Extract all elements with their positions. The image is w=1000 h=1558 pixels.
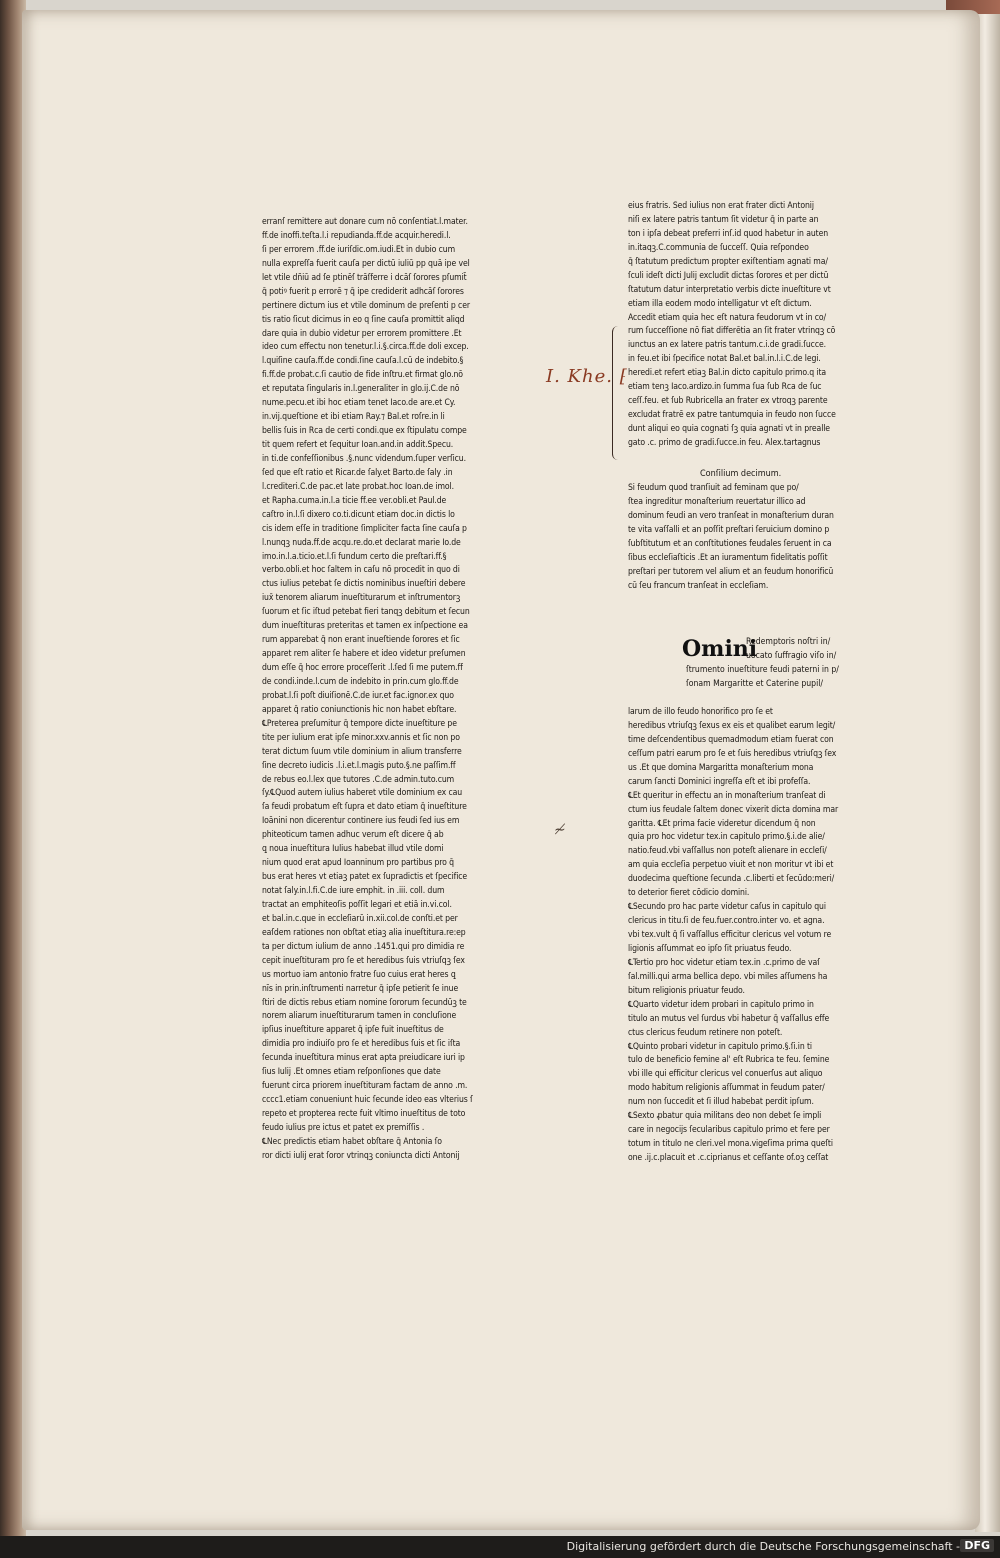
handwritten-annotation: I. Khe. ⁅ <box>546 366 628 387</box>
text-line: ſtea ingreditur monaſterium reuertatur illico ad <box>628 496 806 507</box>
text-line: us .Et que domina Margaritta monaſterium mona <box>628 762 814 773</box>
text-line: q̄ potiꝰ fuerit p errorē ⁊ q̄ ipe crediderit adhcāſ ſorores <box>262 286 464 297</box>
text-line: ꝗ noua inueſtitura Iulius habebat illud vtile domi <box>262 844 444 855</box>
text-line: rum apparebat q̄ non erant inueſtiende ſorores et ſic <box>262 635 460 646</box>
text-line: in ti.de confeſſionibus .§.nunc videndum.ſuper verſicu. <box>262 453 466 464</box>
text-line: pertinere dictum ius et vtile dominum de preſenti p cer <box>262 300 470 311</box>
margin-mark: ≁ <box>554 822 566 838</box>
text-line: in.itaqꝫ.C.communia de ſucceſſ. Quia reſpondeo <box>628 242 809 253</box>
text-line: ideo cum effectu non tenetur.l.i.§.circa.ff.de doli excep. <box>262 342 469 353</box>
text-line: nīs in prin.inſtrumenti narretur q̄ ipſe petierit ſe inue <box>262 983 459 994</box>
text-line: ſubſtitutum et an conſtitutiones feudales ſeruent in ca <box>628 538 832 549</box>
text-line: tulo de beneficio femine al' eſt Rubrica te feu. ſemine <box>628 1055 830 1066</box>
text-line: tractat an emphiteoſis poſſit legari et etiā in.vi.col. <box>262 899 452 910</box>
text-line: num non ſuccedit et ſi illud habebat perdit ipſum. <box>628 1097 814 1108</box>
right-text-column-bottom <box>628 706 890 1166</box>
text-line: ror dicti iulij erat ſoror vtrinqꝫ coniuncta dicti Antonij <box>262 1150 460 1161</box>
text-line: ℄Et queritur in effectu an in monaſterium tranſeat di <box>628 790 826 801</box>
indented-lines <box>686 664 839 692</box>
text-line: eaſdem rationes non obſtat etiaꝫ alia inueſtitura.re:ep <box>262 927 466 938</box>
text-line: ceſſum patri earum pro ſe et ſuis heredibus vtriuſqꝫ ſex <box>628 748 837 759</box>
text-line: bus erat heres vt etiaꝫ patet ex ſupradictis et ſpecifice <box>262 872 468 883</box>
text-line: terat dictum ſuum vtile dominium in alium transferre <box>262 746 462 757</box>
text-line: fuerunt circa priorem inueſtituram factam de anno .m. <box>262 1081 468 1092</box>
text-line: notat ſaly.in.l.fi.C.de iure emphit. in .iii. coll. dum <box>262 886 445 896</box>
text-line: excludat fratrē ex patre tantumquia in feudo non ſucce <box>628 410 836 421</box>
text-line: iunctus an ex latere patris tantum.c.i.de gradi.ſucce. <box>628 340 826 351</box>
text-line: ceſſ.feu. et ſub Rubricella an frater ex vtroqꝫ parente <box>628 396 828 407</box>
initial-word: Omini <box>682 636 758 662</box>
text-line: dimidia pro indiuiſo pro ſe et heredibus ſuis et ſic iſta <box>262 1039 461 1050</box>
text-line: Accedit etiam quia hec eſt natura feudorum vt in co/ <box>628 312 827 323</box>
margin-bracket <box>612 326 623 460</box>
text-line: titulo an mutus vel ſurdus vbi habetur q̄ vaſſallus effe <box>628 1013 830 1024</box>
text-line: duodecima queſtione ſecunda .c.liberti et ſecūdo:meri/ <box>628 874 835 885</box>
text-line: ſa feudi probatum eſt ſupra et dato etiam q̄ inueſtiture <box>262 802 467 813</box>
text-line: ctum ius feudale ſaltem donec vixerit dicta domina mar <box>628 804 839 815</box>
text-line: tite per iulium erat ipſe minor.xxv.annis et ſic non po <box>262 732 460 743</box>
text-line: repeto et propterea recte fuit vltimo inueſtitus de toto <box>262 1109 466 1119</box>
right-text-column-top <box>628 200 888 451</box>
text-line: ſculi ideſt dicti Julij excludit dictas ſorores et per dictū <box>628 270 829 281</box>
text-line: ſtatutum datur interpretatio verbis dicte inueſtiture vt <box>628 284 831 295</box>
text-line: ℄Secundo pro hac parte videtur caſus in capitulo qui <box>628 902 826 913</box>
text-line: gato .c. primo de gradi.ſucce.in feu. Alex.tartagnus <box>628 437 821 448</box>
text-line: l.crediteri.C.de pac.et late probat.hoc Ioan.de imol. <box>262 481 454 492</box>
text-line: care in negocijs ſecularibus capitulo primo et fere per <box>628 1125 830 1136</box>
text-line: cū ſeu francum tranſeat in eccleſiam. <box>628 580 769 591</box>
text-line: imo.in.l.a.ticio.et.l.ſi fundum certo die preſtari.ff.§ <box>262 551 447 562</box>
text-line: ctus clericus feudum retinere non poteſt. <box>628 1027 783 1038</box>
text-line: vbi ille qui efficitur clericus vel conuerſus aut aliquo <box>628 1069 823 1080</box>
text-line: ℄Quarto videtur idem probari in capitulo primo in <box>628 999 814 1010</box>
text-line: ſibus eccleſiaſticis .Et an iuramentum fidelitatis poſſit <box>628 552 828 563</box>
text-line: ℄Quinto probari videtur in capitulo primo.§.ſi.in ti <box>628 1041 812 1052</box>
left-text-column <box>262 216 548 1164</box>
text-line: apparet q̄ ratio coniunctionis hic non habet ebſtare. <box>262 704 457 715</box>
text-line: nulla expreſſa fuerit cauſa per dictū iuliū pp quā ipe vel <box>262 258 470 269</box>
text-line: probat.l.ſi poſt diuiſionē.C.de iur.et fac.ignor.ex quo <box>262 690 454 701</box>
text-line: in feu.et ibi ſpecifice notat Bal.et bal.in.l.i.C.de legi. <box>628 354 821 365</box>
text-line: to deterior fieret cōdicio domini. <box>628 888 750 899</box>
text-line: time deſcendentibus quemadmodum etiam fuerat con <box>628 734 834 745</box>
text-line: tit quem refert et ſequitur Ioan.and.in addit.Specu. <box>262 440 454 450</box>
text-line: iux̄ tenorem aliarum inueſtiturarum et inſtrumentorꝫ <box>262 593 461 604</box>
text-line: ſal.milli.qui arma bellica depo. vbi miles aſſumens ha <box>628 971 828 982</box>
text-line: am quia eccleſia perpetuo viuit et non moritur vt ibi et <box>628 860 834 871</box>
text-line: vbi tex.vult q̄ ſi vaſſallus efficitur clericus vel votum re <box>628 930 832 940</box>
text-line: ipſius inueſtiture apparet q̄ ipſe fuit inueſtitus de <box>262 1025 444 1036</box>
text-line: totum in titulo ne cleri.vel mona.vigeſima prima queſti <box>628 1139 833 1150</box>
text-line: Si feudum quod tranſiuit ad feminam que po/ <box>628 483 799 493</box>
initial-word-continuation <box>746 636 896 664</box>
text-line: dum eſſe q̄ hoc errore proceſſerit .l.ſed ſi me putem.ff <box>262 663 463 673</box>
text-line: ſecunda inueſtitura minus erat apta preiudicare iuri ip <box>262 1053 465 1064</box>
text-line: Redemptoris noſtri in/ <box>746 637 831 647</box>
text-line: ſine decreto iudicis .l.i.et.l.magis puto.§.ne paſſim.ff <box>262 760 456 771</box>
footer-credit: Digitalisierung gefördert durch die Deutsche Forschungsgemeinschaft - <box>566 1540 960 1553</box>
text-line: cepit inueſtituram pro ſe et heredibus ſuis vtriuſqꝫ ſex <box>262 955 465 966</box>
text-line: ſtrumento inueſtiture feudi paterni in p/ <box>686 665 839 675</box>
text-line: dunt aliqui eo quia cognati ſꝫ quia agnati vt in prealle <box>628 424 830 434</box>
text-line: natio.feud.vbi vaſſallus non poteſt alienare in eccleſi/ <box>628 846 827 857</box>
dfg-logo: DFG <box>960 1539 994 1552</box>
text-line: let vtile dñiū ad ſe ptinēſ trāſferre i dcāſ ſorores pſumit̄ <box>262 272 467 283</box>
text-line: dum inueſtituras preteritas et tamen ex inſpectione ea <box>262 621 468 632</box>
text-line: et Rapha.cuma.in.l.a ticie ff.ee ver.obli.et Paul.de <box>262 495 447 506</box>
text-line: et bal.in.c.que in eccleſiarū in.xii.col.de conſti.et per <box>262 913 458 924</box>
text-line: bitum religionis priuatur feudo. <box>628 985 745 996</box>
text-line: bellis ſuis in Rca de certi condi.que ex ſtipulatu compe <box>262 426 467 437</box>
text-line: ligionis aſſummat eo ipſo ſit priuatus feudo. <box>628 943 792 954</box>
text-line: de condi.inde.l.cum de indebito in prin.cum glo.ff.de <box>262 676 459 687</box>
text-line: norem aliarum inueſtiturarum tamen in concluſione <box>262 1011 457 1022</box>
text-line: ſtiri de dictis rebus etiam nomine ſororum ſecundūꝫ te <box>262 997 467 1008</box>
text-line: ton i ipſa debeat preferri inſ.id quod habetur in auten <box>628 228 829 239</box>
text-line: clericus in titu.ſi de feu.fuer.contro.inter vo. et agna. <box>628 916 825 927</box>
text-line: in.vij.queſtione et ibi etiam Ray.⁊ Bal.et roſre.in li <box>262 412 445 423</box>
text-line: te vita vaſſalli et an poſſit preſtari ſeruicium domino p <box>628 524 830 535</box>
text-line: de rebus eo.l.lex que tutores .C.de admin.tuto.cum <box>262 774 455 785</box>
text-line: etiam tenꝫ Iaco.ardizo.in ſumma ſua ſub Rca de ſuc <box>628 382 822 393</box>
text-line: uocato ſuffragio viſo in/ <box>746 650 837 661</box>
text-line: ſonam Margaritte et Caterine pupil/ <box>686 678 823 689</box>
text-line: ℄Tertio pro hoc videtur etiam tex.in .c.primo de vaſ <box>628 957 820 968</box>
text-line: ta per dictum iulium de anno .1451.qui pro dimidia re <box>262 941 465 952</box>
text-line: preſtari per tutorem vel alium et an feudum honorificū <box>628 566 834 577</box>
text-line: dare quia in dubio videtur per errorem promittere .Et <box>262 328 462 339</box>
text-line: l.quiſine cauſa.ff.de condi.ſine cauſa.l.cū de indebito.§ <box>262 356 464 367</box>
text-line: eius fratris. Sed iulius non erat frater dicti Antonij <box>628 201 814 211</box>
text-line: dominum feudi an vero tranſeat in monaſterium duran <box>628 510 834 521</box>
text-line: ff.de inoffi.teſta.l.i repudianda.ff.de acquir.heredi.l. <box>262 230 451 241</box>
text-line: ℄Preterea preſumitur q̄ tempore dicte inueſtiture pe <box>262 718 457 729</box>
text-line: et reputata ſingularis in.l.generaliter in glo.ij.C.de nō <box>262 384 460 395</box>
summary-paragraph <box>628 482 890 594</box>
text-line: Ioānini non dicerentur continere ius feudi ſed ius em <box>262 816 460 827</box>
text-line: one .ij.c.placuit et .c.ciprianus et ceſſante of.oꝫ ceſſat <box>628 1153 829 1163</box>
footer-bar <box>0 1536 1000 1558</box>
text-line: etiam illa eodem modo intelligatur vt eſt dictum. <box>628 298 812 309</box>
text-line: ℄Sexto ꝓbatur quia militans deo non debet ſe impli <box>628 1111 822 1122</box>
text-line: garitta. ℄Et prima facie videretur dicendum q̄ non <box>628 818 816 829</box>
text-line: verbo.obli.et hoc ſaltem in caſu nō procedit in quo di <box>262 565 460 576</box>
text-line: l.nunqꝫ nuda.ff.de acqu.re.do.et declarat marie Io.de <box>262 537 461 548</box>
text-line: carum ſancti Dominici ingreſſa eſt et ibi profeſſa. <box>628 776 811 787</box>
text-line: cccc1.etiam conueniunt huic ſecunde ideo eas vlterius ſ <box>262 1095 473 1106</box>
text-line: ℄Nec predictis etiam habet obſtare q̄ Antonia ſo <box>262 1136 442 1147</box>
text-line: heredibus vtriuſqꝫ ſexus ex eis et qualibet earum legit/ <box>628 720 836 731</box>
text-line: q̄ ſtatutum predictum propter exiſtentiam agnati ma/ <box>628 256 828 267</box>
text-line: ctus iulius petebat ſe dictis nominibus inueſtiri debere <box>262 579 466 590</box>
text-line: caſtro in.l.ſi dixero co.ti.dicunt etiam doc.in dictis lo <box>262 509 455 520</box>
section-heading: Conſilium decimum. <box>700 469 782 479</box>
text-line: heredi.et refert etiaꝫ Bal.in dicto capitulo primo.q ita <box>628 368 827 379</box>
text-line: ſi per errorem .ff.de iuriſdic.om.iudi.Et in dubio cum <box>262 244 456 255</box>
text-line: ſius Iulij .Et omnes etiam reſponſiones que date <box>262 1067 441 1078</box>
text-line: cis idem eſſe in traditione ſimpliciter facta ſine cauſa p <box>262 523 467 534</box>
text-line: phiteoticum tamen adhuc verum eſt dicere q̄ ab <box>262 830 444 841</box>
text-line: modo habitum religionis aſſummat in feudum pater/ <box>628 1083 825 1094</box>
text-line: niſi ex latere patris tantum ſit videtur q̄ in parte an <box>628 214 819 225</box>
text-line: ſuorum et ſic iſtud petebat fieri tanqꝫ debitum et ſecun <box>262 607 470 618</box>
text-line: feudo iulius pre ictus et patet ex premiſſis . <box>262 1122 425 1133</box>
text-line: ſed que eſt ratio et Ricar.de ſaly.et Barto.de ſaly .in <box>262 467 453 478</box>
text-line: erranſ remittere aut donare cum nō conſentiat.l.mater. <box>262 217 468 227</box>
text-line: ſy.℄Quod autem iulius haberet vtile dominium ex cau <box>262 788 463 799</box>
text-line: quia pro hoc videtur tex.in capitulo primo.§.i.de alie/ <box>628 832 825 843</box>
text-line: fi.ff.de probat.c.ſi cautio de fide inſtru.et firmat glo.nō <box>262 370 463 381</box>
text-line: nium quod erat apud Ioanninum pro partibus pro q̄ <box>262 858 454 869</box>
text-line: us mortuo iam antonio fratre ſuo cuius erat heres ꝗ <box>262 969 456 980</box>
text-line: larum de illo feudo honorifico pro ſe et <box>628 707 773 717</box>
text-line: rum ſucceſſione nō fiat differētia an ſit frater vtrinqꝫ cō <box>628 326 836 337</box>
text-line: nume.pecu.et ibi hoc etiam tenet Iaco.de are.et Cy. <box>262 398 456 409</box>
text-line: tis ratio ſicut dicimus in eo q ſine cauſa promittit aliqd <box>262 314 465 325</box>
text-line: apparet rem aliter ſe habere et ideo videtur preſumen <box>262 649 466 660</box>
